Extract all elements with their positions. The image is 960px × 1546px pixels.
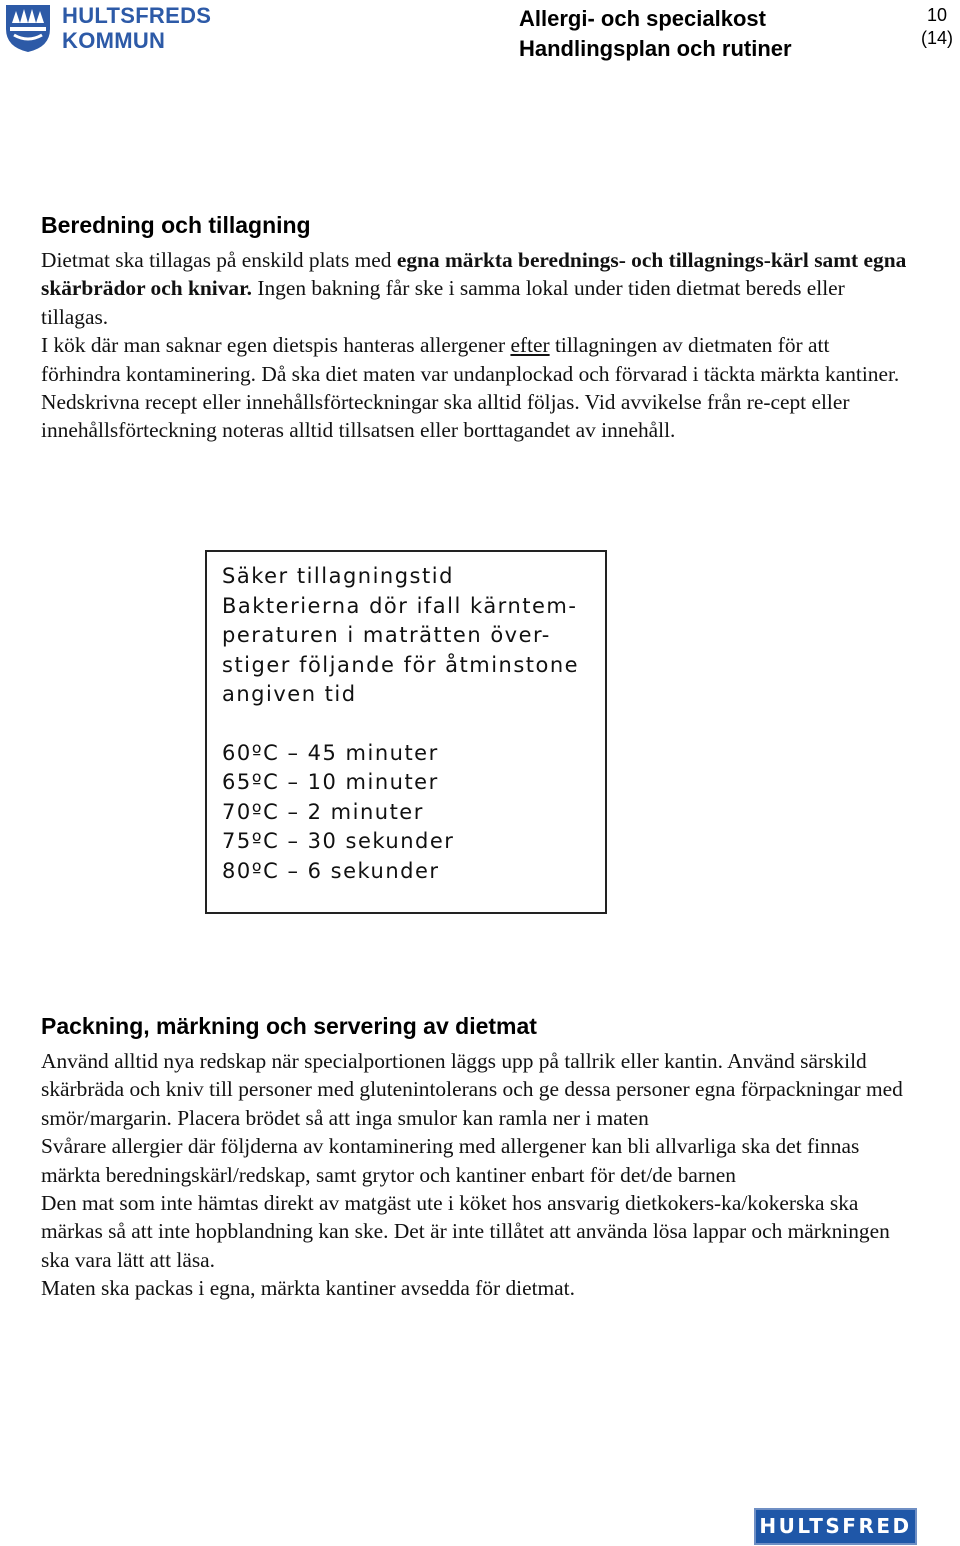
document-title-line-2: Handlingsplan och rutiner [519,36,792,61]
temperature-time-row: 60ºC – 45 minuter [222,740,439,765]
text: tillagningen av dietmaten för att förhindra kontaminering. Då ska diet maten var undanplockad och förvarad i täckta märkta kantiner. [41,333,900,386]
emphasis-text: egna märkta berednings- och tillagnings-kärl samt egna skärbrädor och knivar. [41,248,907,301]
section-heading-preparation: Beredning och tillagning [41,212,311,238]
text: Dietmat ska tillagas på enskild plats med [41,248,397,272]
cooking-time-box [205,550,607,914]
paragraph [41,246,911,331]
box-line: Bakterierna dör ifall kärntem- [222,593,578,618]
box-line: Säker tillagningstid [222,564,454,588]
logo-text [62,3,211,53]
municipality-logo [4,3,224,55]
temperature-time-row: 65ºC – 10 minuter [222,770,439,794]
paragraph: Maten ska packas i egna, märkta kantiner avsedda för dietmat. [41,1276,575,1301]
document-title-line-1: Allergi- och specialkost [519,6,766,31]
paragraph: Nedskrivna recept eller innehållsförteckningar ska alltid följas. Vid avvikelse från re-cept eller innehållsförteckning noteras alltid tillsatsen eller borttagandet av innehåll. [41,390,850,443]
coat-of-arms-icon [4,3,52,53]
paragraph: Svårare allergier där följderna av kontaminering med allergener kan bli allvarliga ska det finnas märkta beredningskärl/redskap, samt grytor och kantiner enbart för det/de barnen [41,1134,860,1187]
box-line: stiger följande för åtminstone [222,652,580,677]
paragraph: Den mat som inte hämtas direkt av matgäst ute i köket hos ansvarig dietkokers-ka/kokerska ska märkas så att inte hopblandning kan ske. Det är inte tillåtet att använda lösa lappar och märkningen ska vara lätt att läsa. [41,1191,890,1272]
temperature-time-row: 80ºC – 6 sekunder [222,858,440,883]
text: Ingen bakning får ske i samma lokal under tiden dietmat bereds eller tillagas. [41,276,845,329]
section-heading-packing: Packning, märkning och servering av dietmat [41,1013,537,1039]
document-title [519,4,792,64]
footer-brand-logo: HULTSFRED [754,1508,917,1545]
box-line: peraturen i maträtten över- [222,623,551,647]
section-body-packing [41,1047,911,1303]
paragraph [41,331,911,388]
logo-line-2: KOMMUN [62,28,166,53]
temperature-time-row: 75ºC – 30 sekunder [222,829,455,853]
section-body-preparation [41,246,911,445]
page-number [921,4,953,50]
page-total: (14) [921,28,954,48]
text: I kök där man saknar egen dietspis hanteras allergener [41,333,511,358]
page-current: 10 [926,5,948,25]
spacer [222,710,605,739]
box-line: angiven tid [222,682,357,706]
paragraph: Använd alltid nya redskap när specialportionen läggs upp på tallrik eller kantin. Använd särskild skärbräda och kniv till personer med glutenintolerans och ge dessa personer egna förpackningar med smör/margarin. Placera brödet så att inga smulor kan ramla ner i maten [41,1049,903,1130]
temperature-time-row: 70ºC – 2 minuter [222,799,424,824]
underlined-text: efter [510,333,550,358]
logo-line-1: HULTSFREDS [62,3,212,28]
